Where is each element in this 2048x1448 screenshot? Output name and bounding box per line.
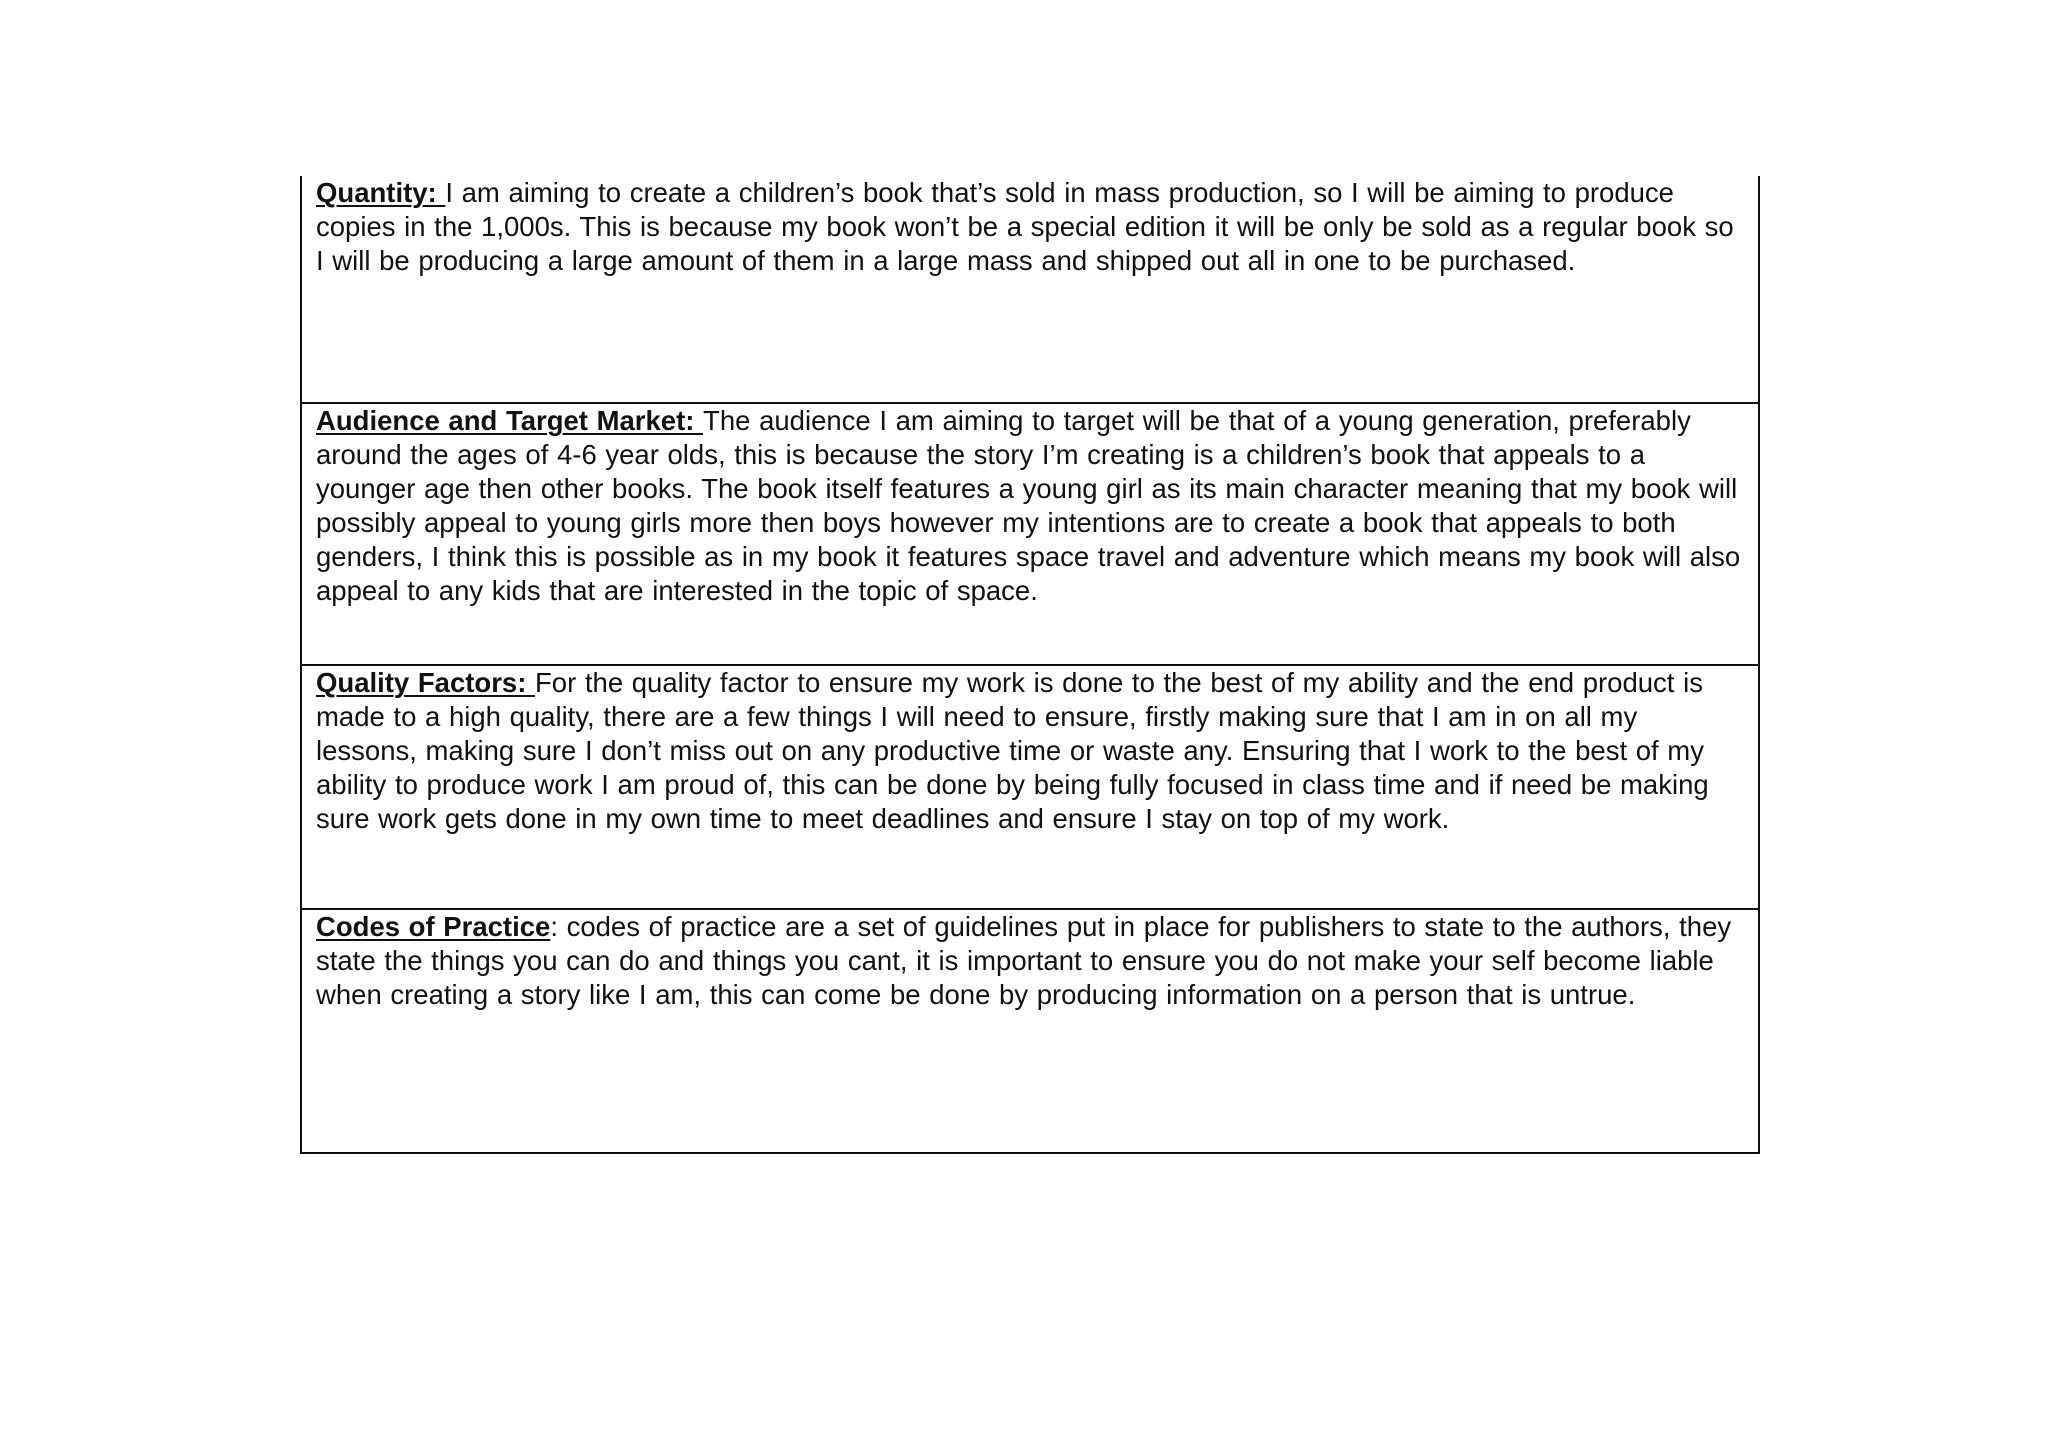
- audience-section: [302, 402, 1758, 664]
- codes-of-practice-heading: Codes of Practice: [316, 911, 551, 942]
- audience-text: The audience I am aiming to target will be that of a young generation, preferably around the ages of 4-6 year olds, this is because the story I’m creating is a children’s book that appeals to a younger age then other books. The book itself features a young girl as its main character meaning that my book will possibly appeal to young girls more then boys however my intentions are to create a book that appeals to both genders, I think this is possible as in my book it features space travel and adventure which means my book will also appeal to any kids that are interested in the topic of space.: [316, 405, 1741, 606]
- codes-of-practice-section: [302, 908, 1758, 1152]
- quantity-section: [302, 176, 1758, 402]
- quantity-heading: Quantity:: [316, 177, 446, 208]
- codes-of-practice-text: : codes of practice are a set of guidelines put in place for publishers to state to the authors, they state the things you can do and things you cant, it is important to ensure you do not make your self become liable when creating a story like I am, this can come be done by producing information on a person that is untrue.: [316, 911, 1732, 1010]
- document-table: [300, 176, 1760, 1154]
- quality-factors-section: [302, 664, 1758, 908]
- quantity-text: I am aiming to create a children’s book that’s sold in mass production, so I will be aiming to produce copies in the 1,000s. This is because my book won’t be a special edition it will be only be sold as a regular book so I will be producing a large amount of them in a large mass and shipped out all in one to be purchased.: [316, 177, 1734, 276]
- audience-heading: Audience and Target Market:: [316, 405, 704, 436]
- quality-factors-heading: Quality Factors:: [316, 667, 535, 698]
- quality-factors-text: For the quality factor to ensure my work is done to the best of my ability and the end product is made to a high quality, there are a few things I will need to ensure, firstly making sure that I am in on all my lessons, making sure I don’t miss out on any productive time or waste any. Ensuring that I work to the best of my ability to produce work I am proud of, this can be done by being fully focused in class time and if need be making sure work gets done in my own time to meet deadlines and ensure I stay on top of my work.: [316, 667, 1709, 834]
